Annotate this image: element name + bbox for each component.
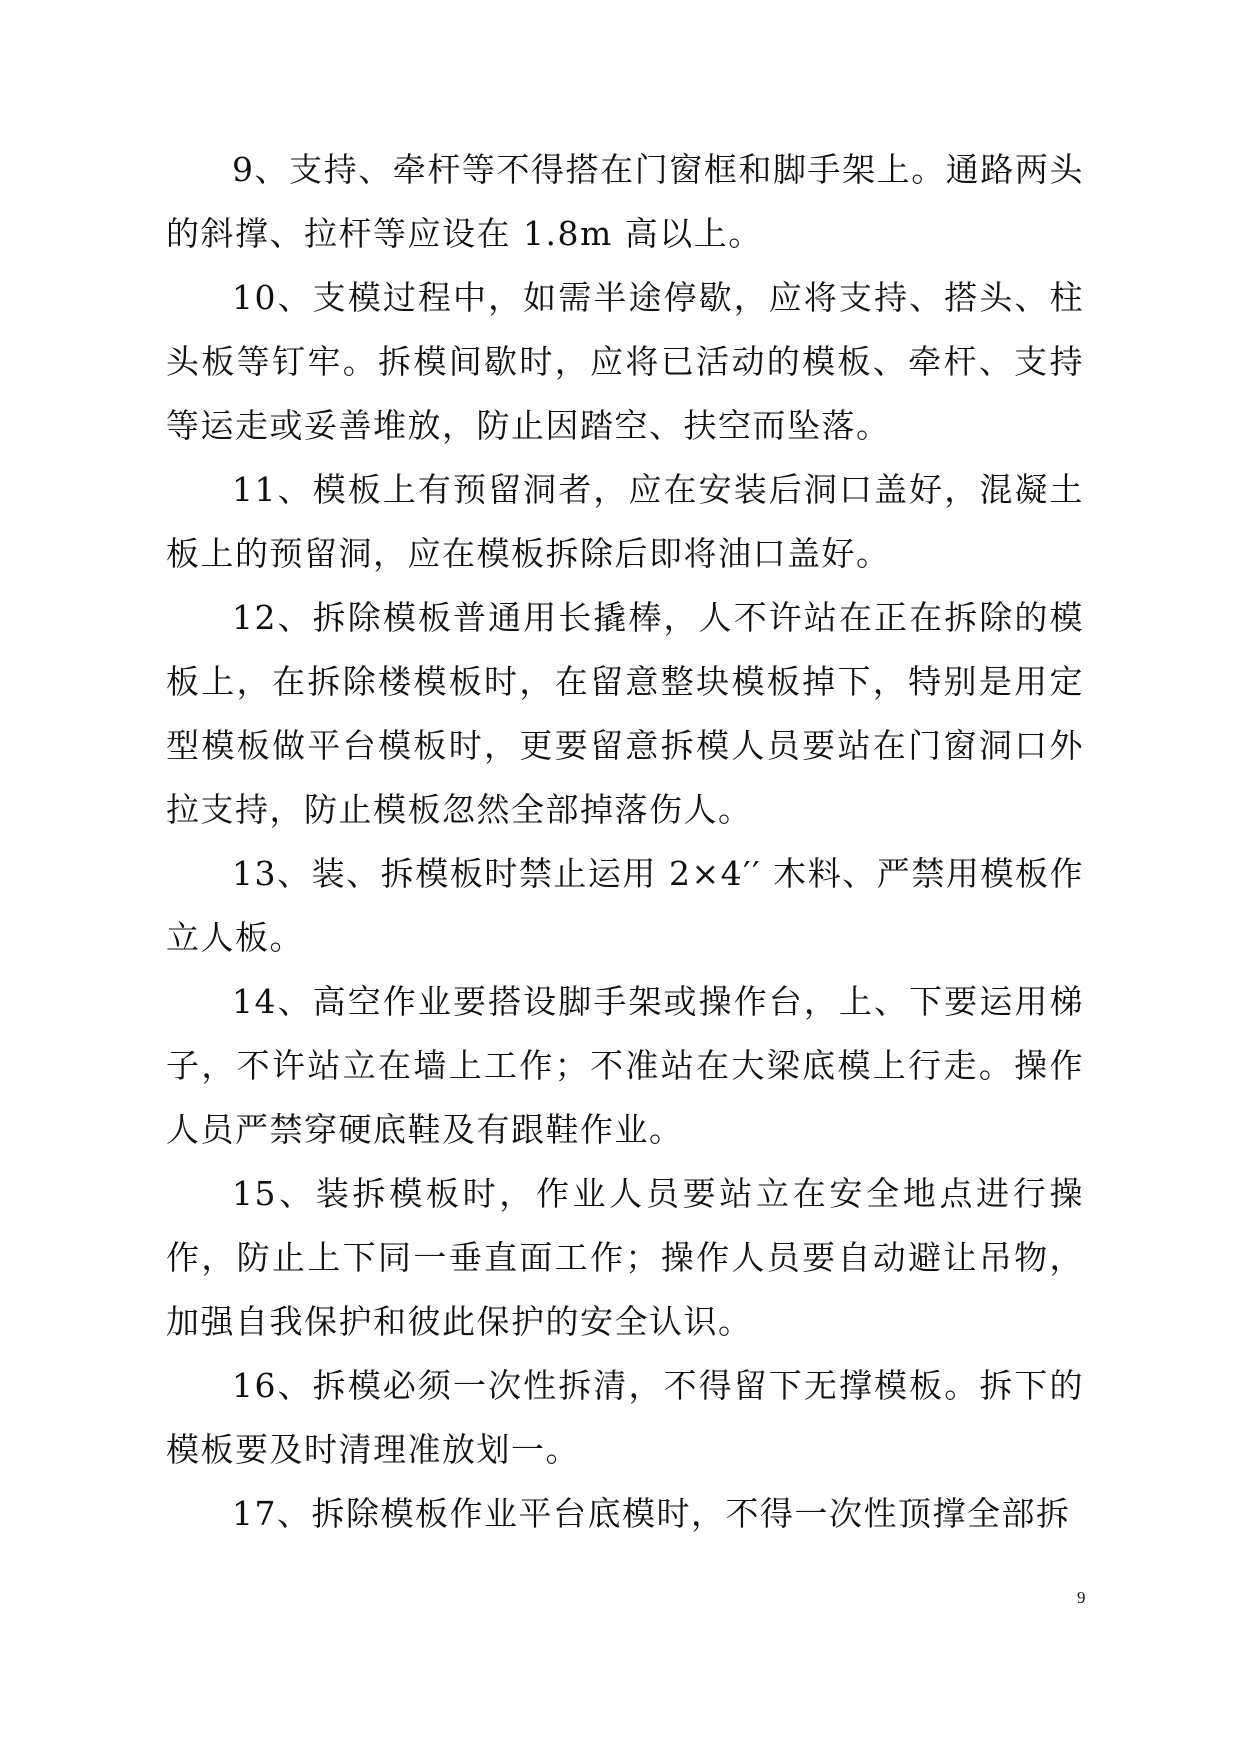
paragraph-item-16: 16、拆模必须一次性拆清，不得留下无撑模板。拆下的模板要及时清理准放划一。 <box>166 1366 1084 1469</box>
paragraph-item-15: 15、装拆模板时，作业人员要站立在安全地点进行操作，防止上下同一垂直面工作；操作人员要自动避让吊物，加强自我保护和彼此保护的安全认识。 <box>166 1174 1084 1341</box>
paragraph-item-12: 12、拆除模板普通用长撬棒，人不许站在正在拆除的模板上，在拆除楼模板时，在留意整块模板掉下，特别是用定型模板做平台模板时，更要留意拆模人员要站在门窗洞口外拉支持，防止模板忽然全部掉落伤人。 <box>166 598 1084 829</box>
paragraph-item-10: 10、支模过程中，如需半途停歇，应将支持、搭头、柱头板等钉牢。拆模间歇时，应将已活动的模板、牵杆、支持等运走或妥善堆放，防止因踏空、扶空而坠落。 <box>166 278 1084 445</box>
document-body <box>166 138 1084 1546</box>
paragraph-item-17: 17、拆除模板作业平台底模时，不得一次性顶撑全部拆 <box>232 1494 1071 1533</box>
paragraph-item-9: 9、支持、牵杆等不得搭在门窗框和脚手架上。通路两头的斜撑、拉杆等应设在 1.8m 高以上。 <box>166 150 1084 253</box>
page-number: 9 <box>1077 1588 1086 1607</box>
paragraph-item-11: 11、模板上有预留洞者，应在安装后洞口盖好，混凝土板上的预留洞，应在模板拆除后即将油口盖好。 <box>166 470 1084 573</box>
paragraph-item-14: 14、高空作业要搭设脚手架或操作台，上、下要运用梯子，不许站立在墙上工作；不准站在大梁底模上行走。操作人员严禁穿硬底鞋及有跟鞋作业。 <box>166 982 1084 1149</box>
paragraph-item-13: 13、装、拆模板时禁止运用 2×4′′ 木料、严禁用模板作立人板。 <box>166 854 1084 957</box>
